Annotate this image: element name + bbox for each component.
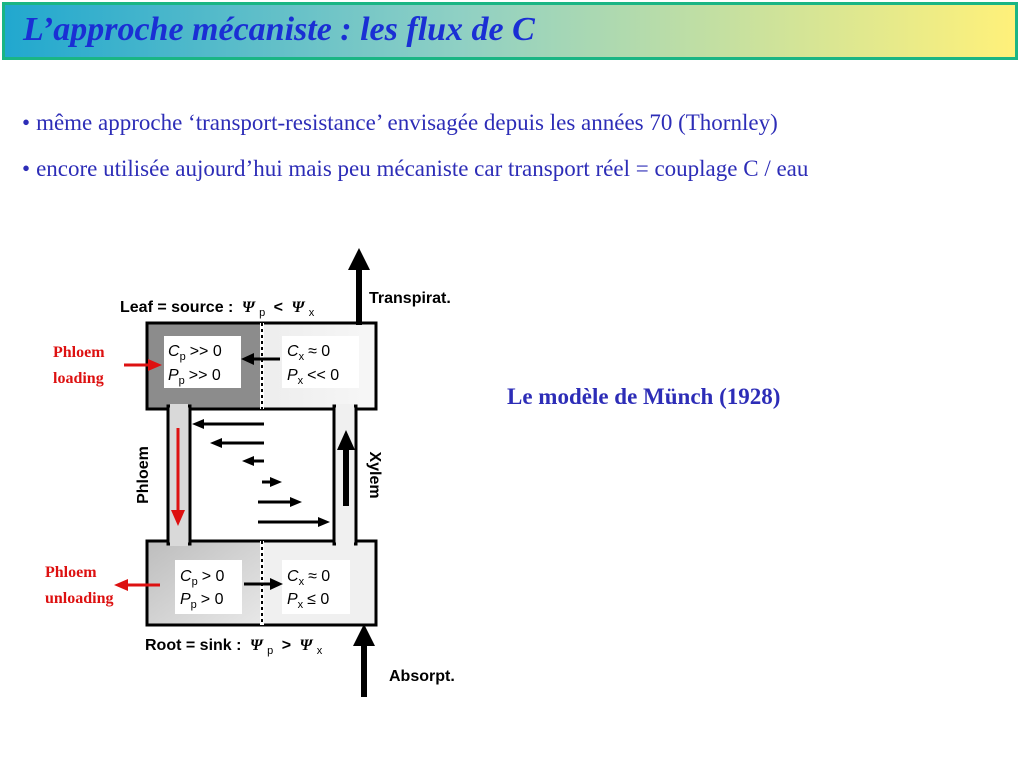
lateral-arrow-head (192, 419, 204, 429)
phloem-channel-joint-bottom (170, 538, 188, 546)
lateral-arrow-head (242, 456, 254, 466)
phloem-channel-joint-top (170, 404, 188, 412)
root-xylem-P: $P_x \le 0$ (287, 591, 330, 611)
psi-symbol: Ψ (299, 637, 313, 654)
root-label-text: Root = sink : (145, 637, 242, 654)
psi-subscript-x: x (316, 645, 323, 657)
leaf-phloem-P: $P_p >> 0$ (168, 367, 221, 387)
psi-subscript-x: x (308, 307, 315, 319)
leaf-phloem-C: $C_p >> 0$ (168, 343, 222, 363)
absorption-arrow-head (353, 624, 375, 646)
root-xylem-C: $C_x \approx 0$ (287, 568, 331, 588)
root-sink-label (145, 637, 323, 658)
model-caption: Le modèle de Münch (1928) (507, 384, 781, 409)
psi-subscript-p: p (267, 645, 274, 657)
psi-subscript-p: p (259, 307, 266, 319)
root-relation: > (281, 637, 292, 654)
leaf-xylem-C: $C_x \approx 0$ (287, 343, 331, 363)
lateral-arrow-head (318, 517, 330, 527)
lateral-arrow-head (210, 438, 222, 448)
xylem-axis-label: Xylem (366, 451, 383, 499)
transpiration-arrow-head (348, 248, 370, 270)
xylem-channel-joint-top (336, 404, 354, 412)
page-title: L’approche mécaniste : les flux de C (23, 11, 535, 48)
leaf-relation: < (273, 299, 283, 316)
bullet-dot: • (22, 110, 31, 135)
lateral-arrow-head (290, 497, 302, 507)
bullet-text: encore utilisée aujourd’hui mais peu mécaniste car transport réel = couplage C / eau (36, 156, 809, 181)
leaf-source-label (120, 299, 315, 320)
leaf-label-text: Leaf = source : (120, 299, 234, 316)
root-phloem-P: $P_p > 0$ (180, 591, 224, 611)
bullet-text: même approche ‘transport-resistance’ envisagée depuis les années 70 (Thornley) (36, 110, 778, 135)
lateral-arrow-head (270, 477, 282, 487)
lateral-flow-arrows (192, 419, 330, 527)
leaf-xylem-P: $P_x << 0$ (287, 367, 340, 387)
phloem-unloading-label: Phloem unloading (45, 564, 114, 607)
phloem-unloading-arrow-head (114, 579, 128, 591)
bullet-dot: • (22, 156, 31, 181)
phloem-loading-label: Phloem loading (53, 344, 105, 387)
psi-symbol: Ψ (241, 299, 255, 316)
root-phloem-C: $C_p > 0$ (180, 568, 225, 588)
transpiration-label: Transpirat. (369, 290, 451, 307)
psi-symbol: Ψ (249, 637, 263, 654)
absorption-label: Absorpt. (389, 668, 455, 685)
phloem-axis-label: Phloem (135, 446, 152, 504)
psi-symbol: Ψ (291, 299, 305, 316)
xylem-channel-joint-bottom (336, 538, 354, 546)
